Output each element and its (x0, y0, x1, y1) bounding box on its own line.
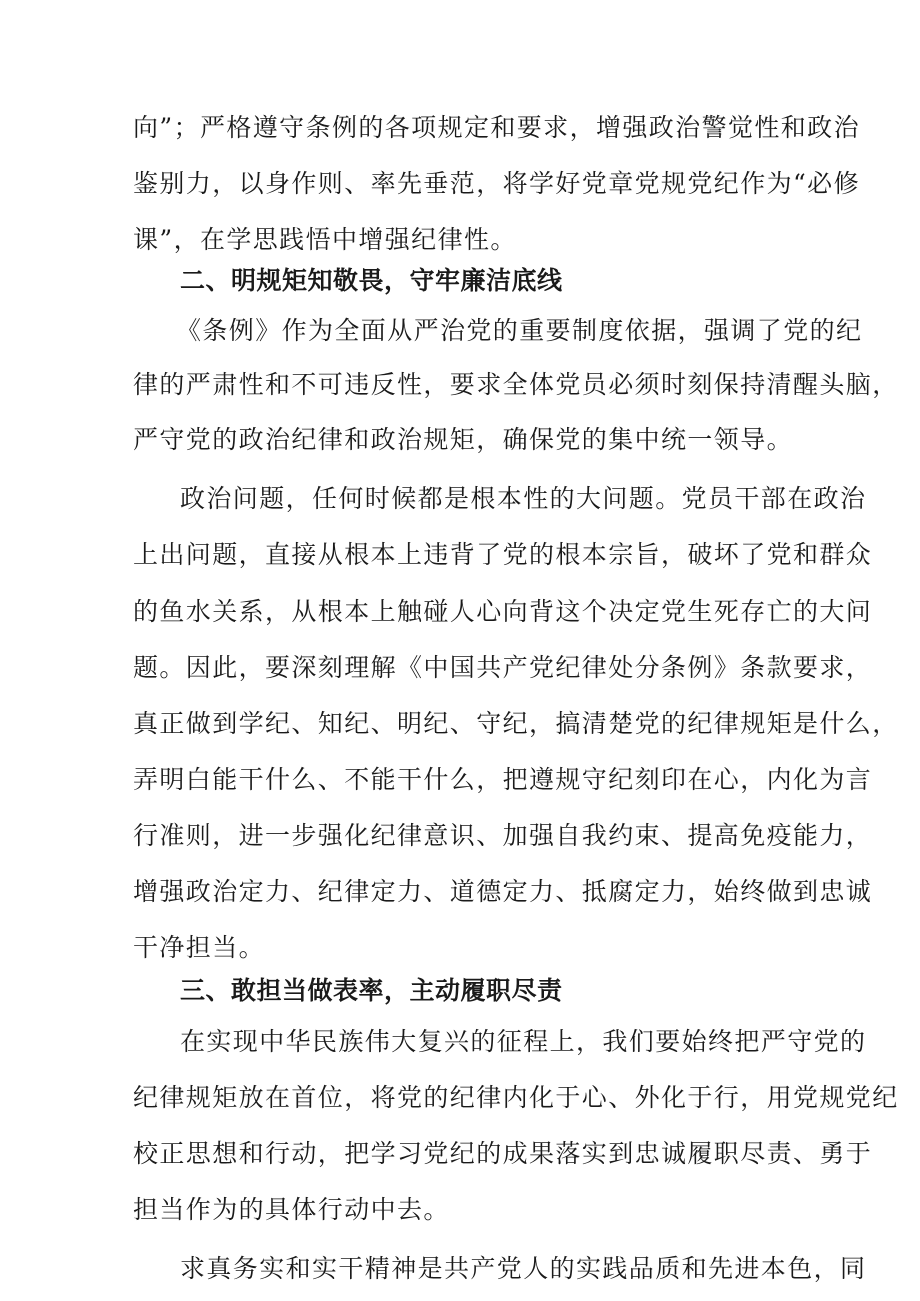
section-heading-2: 二、明规矩知敬畏，守牢廉洁底线 (180, 266, 563, 295)
body-text-line: 律的严肃性和不可违反性，要求全体党员必须时刻保持清醒头脑， (133, 370, 899, 399)
body-text-line: 增强政治定力、纪律定力、道德定力、抵腐定力，始终做到忠诚 (133, 877, 873, 906)
body-text-line: 弄明白能干什么、不能干什么，把遵规守纪刻印在心，内化为言 (133, 765, 873, 794)
body-text-line: 校正思想和行动，把学习党纪的成果落实到忠诚履职尽责、勇于 (133, 1139, 873, 1168)
body-text-line: 求真务实和实干精神是共产党人的实践品质和先进本色，同 (180, 1254, 867, 1283)
body-text-line: 《条例》作为全面从严治党的重要制度依据，强调了党的纪 (176, 316, 863, 345)
body-text-line: 纪律规矩放在首位，将党的纪律内化于心、外化于行，用党规党纪 (133, 1083, 899, 1112)
body-text-line: 行准则，进一步强化纪律意识、加强自我约束、提高免疫能力， (133, 821, 873, 850)
body-text-line: 上出问题，直接从根本上违背了党的根本宗旨，破坏了党和群众 (133, 540, 873, 569)
body-text-line: 鉴别力，以身作则、率先垂范，将学好党章党规党纪作为“必修 (133, 169, 860, 198)
body-text-line: 在实现中华民族伟大复兴的征程上，我们要始终把严守党的 (180, 1027, 867, 1056)
body-text-line: 向”；严格遵守条例的各项规定和要求，增强政治警觉性和政治 (133, 113, 860, 142)
body-text-line: 的鱼水关系，从根本上触碰人心向背这个决定党生死存亡的大问 (133, 597, 873, 626)
body-text-line: 干净担当。 (133, 933, 266, 962)
body-text-line: 担当作为的具体行动中去。 (133, 1195, 450, 1224)
body-text-line: 政治问题，任何时候都是根本性的大问题。党员干部在政治 (180, 484, 867, 513)
body-text-line: 严守党的政治纪律和政治规矩，确保党的集中统一领导。 (133, 425, 794, 454)
body-text-line: 题。因此，要深刻理解《中国共产党纪律处分条例》条款要求， (133, 653, 873, 682)
body-text-line: 真正做到学纪、知纪、明纪、守纪，搞清楚党的纪律规矩是什么， (133, 709, 899, 738)
body-text-line: 课”，在学思践悟中增强纪律性。 (133, 225, 517, 254)
section-heading-3: 三、敢担当做表率，主动履职尽责 (180, 976, 563, 1005)
